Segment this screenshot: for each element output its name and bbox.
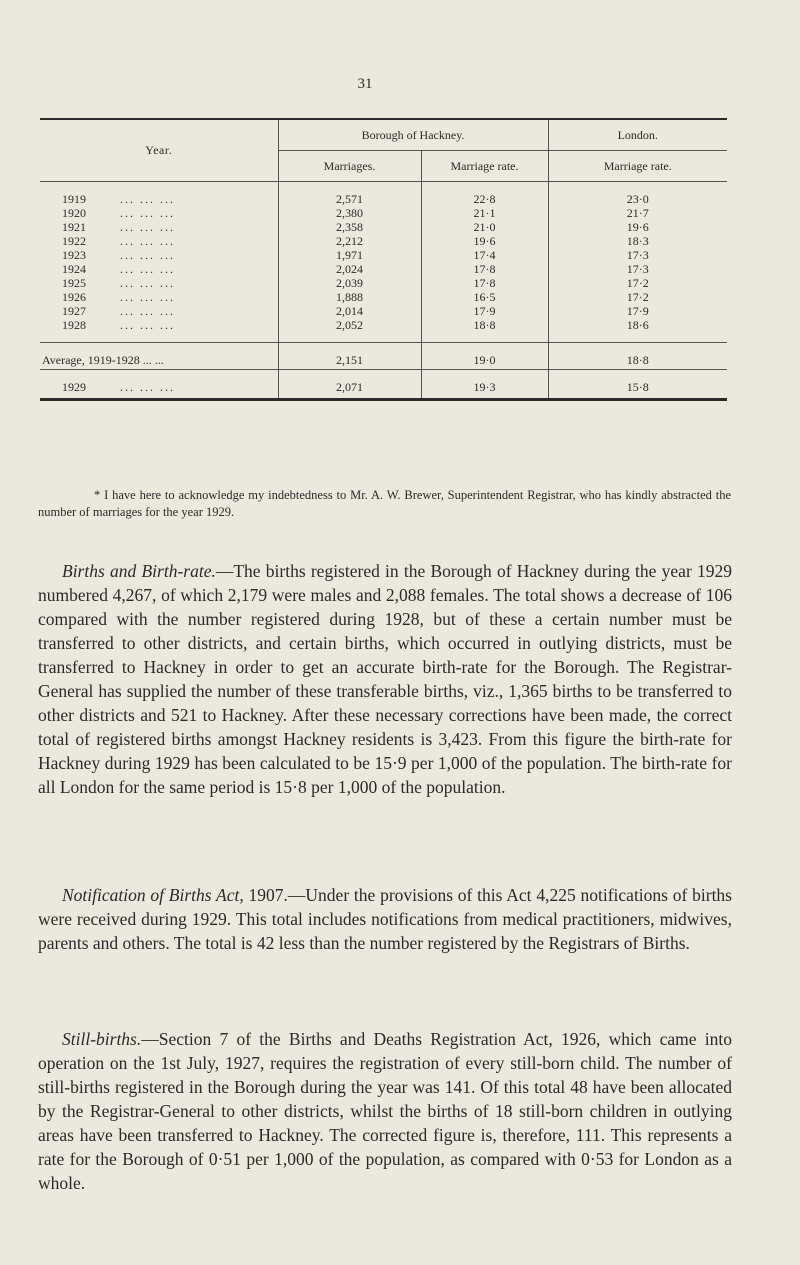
borough-rate-cell: 21·0 bbox=[421, 220, 548, 234]
table-row bbox=[40, 262, 727, 276]
year-cell: 1927 bbox=[62, 304, 86, 318]
borough-rate-cell: 17·9 bbox=[421, 304, 548, 318]
leader-dots: ... ... ... bbox=[120, 192, 175, 206]
leader-dots: ... ... ... bbox=[120, 206, 175, 220]
table-row bbox=[40, 304, 727, 318]
borough-rate-cell: 16·5 bbox=[421, 290, 548, 304]
borough-rate-cell: 17·4 bbox=[421, 248, 548, 262]
average-label: Average, 1919-1928 ... ... bbox=[42, 353, 164, 367]
marriages-cell: 1,888 bbox=[278, 290, 421, 304]
column-header-marriages: Marriages. bbox=[278, 151, 421, 182]
footnote-text: * I have here to acknowledge my indebtedness to Mr. A. W. Brewer, Superintendent Registrar, who has kindly abstracted the number of marriages for the year 1929. bbox=[38, 488, 731, 519]
marriages-cell: 2,014 bbox=[278, 304, 421, 318]
london-rate-cell: 18·6 bbox=[548, 318, 727, 332]
marriages-cell: 2,052 bbox=[278, 318, 421, 332]
borough-rate-cell: 22·8 bbox=[421, 192, 548, 206]
table-row bbox=[40, 276, 727, 290]
table-row bbox=[40, 234, 727, 248]
average-london-rate-cell: 18·8 bbox=[548, 351, 727, 370]
leader-dots: ... ... ... bbox=[120, 220, 175, 234]
marriages-cell: 2,039 bbox=[278, 276, 421, 290]
london-rate-cell: 17·2 bbox=[548, 276, 727, 290]
paragraph-births bbox=[38, 559, 732, 799]
paragraph-heading: Still-births. bbox=[62, 1029, 142, 1049]
year-cell: 1923 bbox=[62, 248, 86, 262]
paragraph-text: —Section 7 of the Births and Deaths Registration Act, 1926, which came into operation on the 1st July, 1927, requires the registration of every still-born child. The number of still-births registered in the Borough during the year was 141. Of this total 48 have been allocated by the Registrar-General to other districts, whilst the births of 18 still-born children in outlying areas have been transferred to Hackney. The corrected figure is, therefore, 111. This represents a rate for the Borough of 0·51 per 1,000 of the population, as compared with 0·53 for London as a whole. bbox=[38, 1029, 732, 1193]
year-cell: 1919 bbox=[62, 192, 86, 206]
year-cell: 1928 bbox=[62, 318, 86, 332]
marriages-cell: 2,380 bbox=[278, 206, 421, 220]
year-cell: 1921 bbox=[62, 220, 86, 234]
column-header-year: Year. bbox=[145, 143, 173, 157]
average-borough-rate-cell: 19·0 bbox=[421, 351, 548, 370]
marriage-statistics-table bbox=[40, 118, 727, 401]
year-cell: 1920 bbox=[62, 206, 86, 220]
london-rate-cell: 19·6 bbox=[548, 220, 727, 234]
paragraph-heading: Notification of Births Act, bbox=[62, 885, 244, 905]
london-rate-cell: 23·0 bbox=[548, 192, 727, 206]
page-number: 31 bbox=[357, 76, 373, 92]
london-rate-cell: 17·3 bbox=[548, 248, 727, 262]
year-cell: 1922 bbox=[62, 234, 86, 248]
year-cell: 1924 bbox=[62, 262, 86, 276]
leader-dots: ... ... ... bbox=[120, 304, 175, 318]
column-header-london-rate: Marriage rate. bbox=[548, 151, 727, 182]
marriages-cell: 2,212 bbox=[278, 234, 421, 248]
marriages-cell: 2,571 bbox=[278, 192, 421, 206]
table-row bbox=[40, 192, 727, 206]
average-marriages-cell: 2,151 bbox=[278, 351, 421, 370]
paragraph-text: 1907.—Under the provisions of this Act 4,225 notifications of births were received during 1929. This total includes notifications from medical practitioners, midwives, parents and others. The total is 42 less than the number registered by the Registrars of Births. bbox=[38, 885, 732, 953]
marriages-cell: 2,358 bbox=[278, 220, 421, 234]
current-london-rate-cell: 15·8 bbox=[548, 378, 727, 396]
paragraph-text: —The births registered in the Borough of Hackney during the year 1929 numbered 4,267, of which 2,179 were males and 2,088 females. The total shows a decrease of 106 compared with the number registered during 1928, but of these a certain number must be transferred to other districts, and certain births, which occurred in outlying districts, must be transferred to Hackney in order to get an accurate birth-rate for the Borough. The Registrar-General has supplied the number of these transferable births, viz., 1,365 births to be transferred to other districts and 521 to Hackney. After these necessary corrections have been made, the correct total of registered births amongst Hackney residents is 3,423. From this figure the birth-rate for Hackney during 1929 has been calculated to be 15·9 per 1,000 of the population. The birth-rate for all London for the same period is 15·8 per 1,000 of the population. bbox=[38, 561, 732, 797]
table-row bbox=[40, 290, 727, 304]
london-rate-cell: 17·9 bbox=[548, 304, 727, 318]
london-rate-cell: 17·3 bbox=[548, 262, 727, 276]
marriages-cell: 1,971 bbox=[278, 248, 421, 262]
year-cell: 1925 bbox=[62, 276, 86, 290]
group-header-london: London. bbox=[548, 120, 727, 151]
leader-dots: ... ... ... bbox=[120, 234, 175, 248]
table-row bbox=[40, 248, 727, 262]
table-row bbox=[40, 220, 727, 234]
paragraph-stillbirths bbox=[38, 1027, 732, 1195]
current-year-cell: 1929 bbox=[62, 380, 86, 394]
borough-rate-cell: 18·8 bbox=[421, 318, 548, 332]
leader-dots: ... ... ... bbox=[120, 248, 175, 262]
leader-dots: ... ... ... bbox=[120, 380, 175, 394]
leader-dots: ... ... ... bbox=[120, 290, 175, 304]
table-footnote bbox=[38, 487, 731, 521]
borough-rate-cell: 17·8 bbox=[421, 276, 548, 290]
london-rate-cell: 21·7 bbox=[548, 206, 727, 220]
group-header-borough: Borough of Hackney. bbox=[278, 120, 548, 151]
leader-dots: ... ... ... bbox=[120, 318, 175, 332]
london-rate-cell: 17·2 bbox=[548, 290, 727, 304]
current-marriages-cell: 2,071 bbox=[278, 378, 421, 396]
borough-rate-cell: 21·1 bbox=[421, 206, 548, 220]
leader-dots: ... ... ... bbox=[120, 276, 175, 290]
paragraph-heading: Births and Birth-rate. bbox=[62, 561, 216, 581]
marriages-cell: 2,024 bbox=[278, 262, 421, 276]
paragraph-notification bbox=[38, 883, 732, 955]
table-row bbox=[40, 318, 727, 332]
average-row bbox=[40, 351, 727, 370]
current-year-row bbox=[40, 378, 727, 396]
borough-rate-cell: 19·6 bbox=[421, 234, 548, 248]
column-header-borough-rate: Marriage rate. bbox=[421, 151, 548, 182]
leader-dots: ... ... ... bbox=[120, 262, 175, 276]
current-borough-rate-cell: 19·3 bbox=[421, 378, 548, 396]
london-rate-cell: 18·3 bbox=[548, 234, 727, 248]
borough-rate-cell: 17·8 bbox=[421, 262, 548, 276]
table-row bbox=[40, 206, 727, 220]
year-cell: 1926 bbox=[62, 290, 86, 304]
